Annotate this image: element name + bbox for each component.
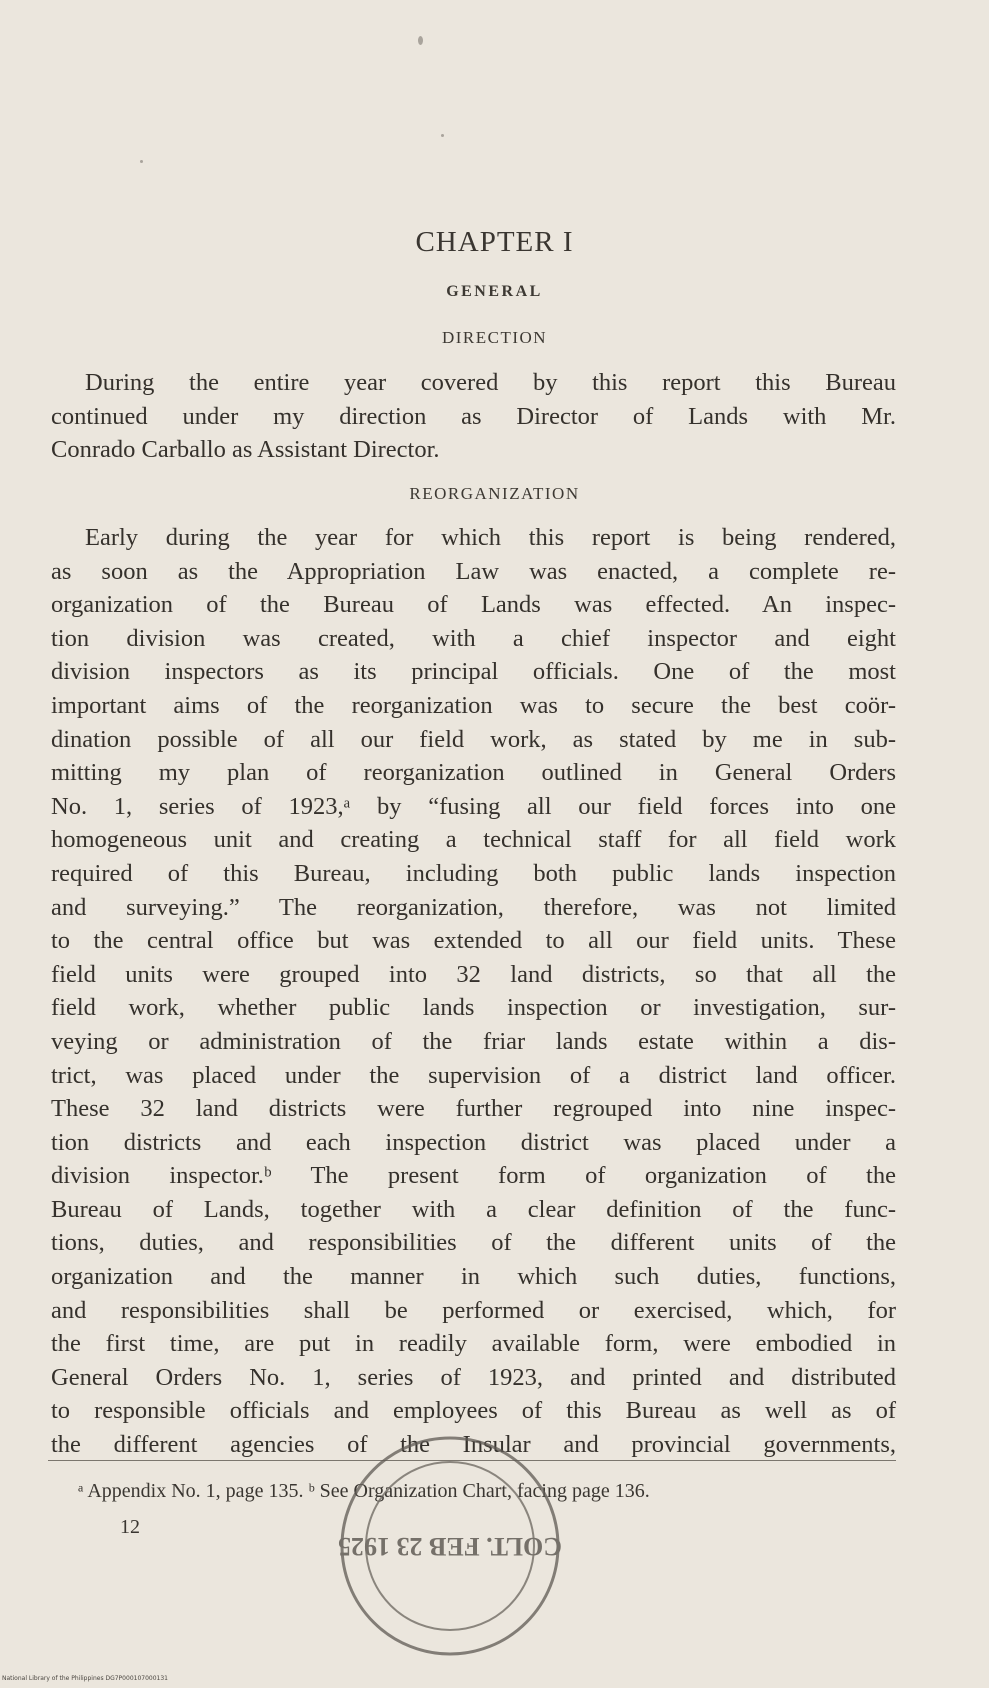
paragraph-line: During the entire year covered by this report this Bureau [85,369,896,396]
paper-speck [441,134,444,137]
paragraph-line: organization of the Bureau of Lands was effected. An inspec- [51,591,896,619]
chapter-title: CHAPTER I [415,226,574,258]
paragraph-line: trict, was placed under the supervision of a district land officer. [51,1061,896,1089]
footnote: ᵃ Appendix No. 1, page 135. ᵇ See Organization Chart, facing page 136. [78,1480,650,1502]
paragraph-line: the first time, are put in readily available form, were embodied in [51,1330,896,1358]
paper-speck [418,36,423,45]
paragraph-line: tions, duties, and responsibilities of the different units of the [51,1229,896,1257]
paragraph-line: division inspector.ᵇ The present form of organization of the [51,1162,896,1190]
paragraph-line: and responsibilities shall be performed or exercised, which, for [51,1296,896,1324]
paragraph-line: continued under my direction as Director of Lands with Mr. [51,402,896,430]
paragraph-line: homogeneous unit and creating a technical staff for all field work [51,826,896,854]
library-stamp [335,1430,565,1662]
paragraph-line: important aims of the reorganization was to secure the best coör- [51,691,896,719]
paragraph-line: Early during the year for which this report is being rendered, [85,524,896,551]
paragraph-line: and surveying.” The reorganization, therefore, was not limited [51,893,896,921]
paragraph-line: tion division was created, with a chief inspector and eight [51,624,896,652]
paragraph-line: dination possible of all our field work, as stated by me in sub- [51,725,896,753]
paragraph-line: field units were grouped into 32 land districts, so that all the [51,960,896,988]
paper-speck [140,160,143,163]
paragraph-line: These 32 land districts were further regrouped into nine inspec- [51,1095,896,1123]
paragraph-line: tion districts and each inspection district was placed under a [51,1128,896,1156]
reorganization-paragraph [51,521,896,1462]
paragraph-line: mitting my plan of reorganization outlined in General Orders [51,759,896,787]
section-heading-general: GENERAL [446,283,543,300]
paragraph-line: the different agencies of the Insular and provincial governments, [51,1431,896,1459]
paragraph-line: to the central office but was extended to all our field units. These [51,927,896,955]
direction-paragraph [51,366,896,467]
stamp-date: COLT. FEB 23 1925 [338,1532,562,1561]
paragraph-line: General Orders No. 1, series of 1923, and printed and distributed [51,1363,896,1391]
paragraph-line: Bureau of Lands, together with a clear definition of the func- [51,1195,896,1223]
paragraph-line: Conrado Carballo as Assistant Director. [51,436,440,464]
section-heading-direction: DIRECTION [441,328,548,347]
page-number: 12 [120,1516,140,1538]
paragraph-line: field work, whether public lands inspection or investigation, sur- [51,994,896,1022]
paragraph-line: to responsible officials and employees of this Bureau as well as of [51,1397,896,1425]
paragraph-line: organization and the manner in which such duties, functions, [51,1263,896,1291]
paragraph-line: division inspectors as its principal officials. One of the most [51,658,896,686]
paragraph-line: No. 1, series of 1923,ᵃ by “fusing all our field forces into one [51,792,896,820]
paragraph-line: veying or administration of the friar lands estate within a dis- [51,1027,896,1055]
section-heading-reorganization: REORGANIZATION [409,484,580,503]
paragraph-line: required of this Bureau, including both public lands inspection [51,859,896,887]
paragraph-line: as soon as the Appropriation Law was enacted, a complete re- [51,557,896,585]
scan-credit: National Library of the Philippines DG7P000107000131 [2,1675,168,1682]
